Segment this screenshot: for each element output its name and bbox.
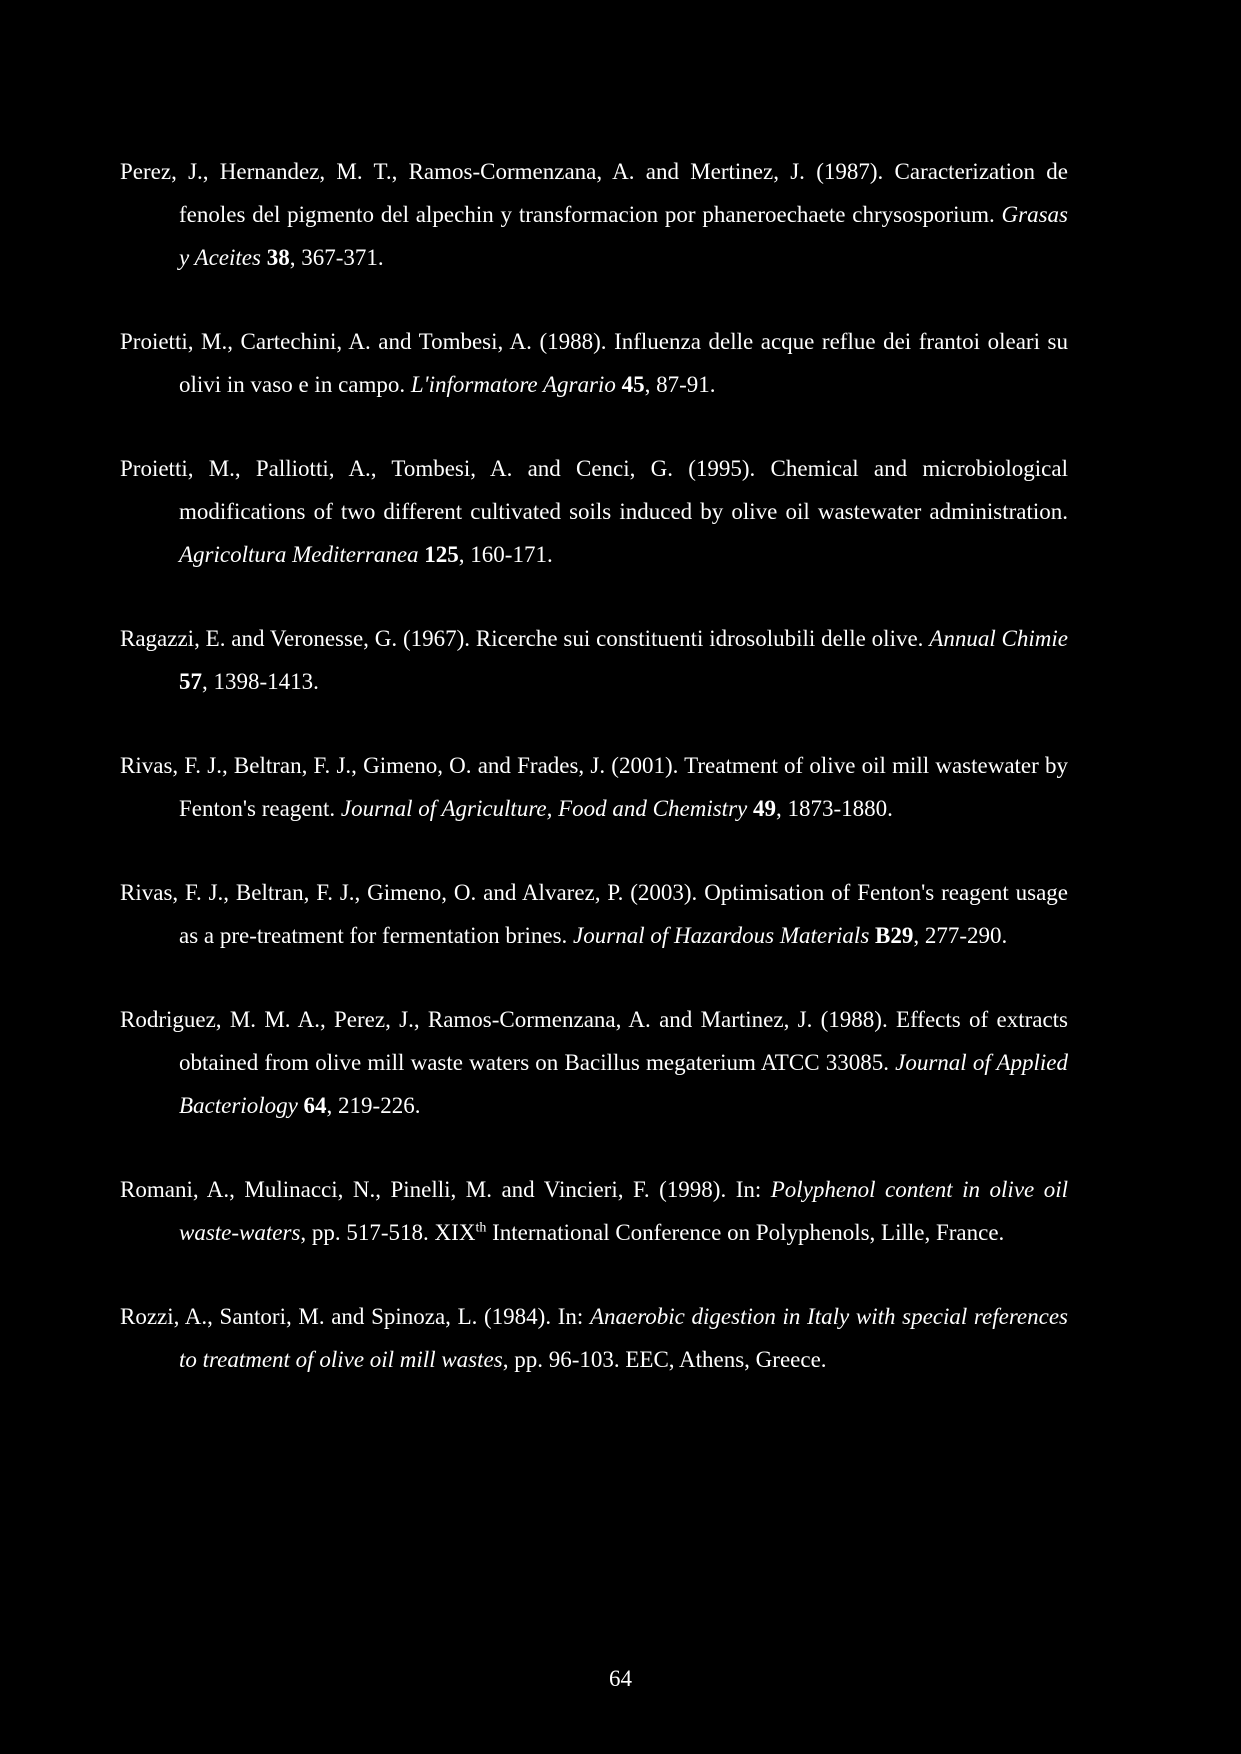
reference-volume: B29: [875, 923, 914, 948]
reference-authors: Perez, J., Hernandez, M. T., Ramos-Cormenzana, A. and Mertinez, J. (1987).: [120, 159, 895, 184]
reference-title: Optimisation of Fenton's reagent usage as a pre-treatment for fermentation brines.: [179, 880, 1068, 948]
reference-entry: [120, 744, 1068, 830]
reference-pages: , 219-226.: [326, 1093, 421, 1118]
reference-volume: 64: [303, 1093, 327, 1118]
reference-authors: Rivas, F. J., Beltran, F. J., Gimeno, O. and Alvarez, P. (2003).: [120, 880, 705, 905]
reference-title: Ricerche sui constituenti idrosolubili delle olive.: [475, 626, 930, 651]
reference-authors: Rodriguez, M. M. A., Perez, J., Ramos-Cormenzana, A. and Martinez, J. (1988).: [120, 1007, 897, 1032]
reference-book-title: Anaerobic digestion in Italy with special references to treatment of olive oil mill wastes: [179, 1304, 1068, 1372]
reference-volume: 57: [179, 669, 202, 694]
reference-pages: , 160-171.: [458, 542, 553, 567]
reference-journal: Journal of Applied Bacteriology: [179, 1050, 1068, 1118]
page-number: 64: [609, 1666, 632, 1691]
reference-title: Caracterization de fenoles del pigmento del alpechin y transformacion por phaneroechaete chrysosporium.: [179, 159, 1068, 227]
reference-journal: Annual Chimie: [929, 626, 1068, 651]
reference-journal: Grasas y Aceites: [179, 202, 1068, 270]
reference-volume: 38: [266, 245, 290, 270]
reference-pages: , 1873-1880.: [775, 796, 893, 821]
reference-pages: , 87-91.: [644, 372, 716, 397]
reference-title: Chemical and microbiological modifications of two different cultivated soils induced by olive oil wastewater administration.: [179, 456, 1068, 524]
reference-volume: 125: [424, 542, 459, 567]
reference-details: , pp. 517-518. XIX: [300, 1220, 476, 1245]
reference-journal: Journal of Hazardous Materials: [573, 923, 870, 948]
reference-journal: Journal of Agriculture, Food and Chemistry: [340, 796, 748, 821]
reference-entry: [120, 998, 1068, 1127]
reference-pages: , 277-290.: [913, 923, 1008, 948]
reference-title: Effects of extracts obtained from olive mill waste waters on Bacillus megaterium ATCC 33085.: [179, 1007, 1068, 1075]
reference-entry: [120, 320, 1068, 406]
reference-title: Treatment of olive oil mill wastewater by Fenton's reagent.: [179, 753, 1068, 821]
reference-authors: Romani, A., Mulinacci, N., Pinelli, M. and Vincieri, F. (1998). In:: [120, 1177, 771, 1202]
reference-book-title: Polyphenol content in olive oil waste-waters: [179, 1177, 1069, 1245]
reference-pages: , 367-371.: [289, 245, 384, 270]
reference-list: [120, 150, 1068, 1422]
reference-superscript: th: [475, 1220, 487, 1236]
reference-volume: 45: [621, 372, 645, 397]
reference-entry: [120, 447, 1068, 576]
reference-journal: Agricoltura Mediterranea: [179, 542, 419, 567]
reference-entry: [120, 150, 1068, 279]
reference-title: Influenza delle acque reflue dei frantoi oleari su olivi in vaso e in campo.: [179, 329, 1068, 397]
reference-entry: [120, 1168, 1068, 1254]
reference-authors: Rozzi, A., Santori, M. and Spinoza, L. (1984). In:: [120, 1304, 590, 1329]
reference-authors: Ragazzi, E. and Veronesse, G. (1967).: [120, 626, 476, 651]
reference-pages: , 1398-1413.: [202, 669, 319, 694]
reference-authors: Proietti, M., Cartechini, A. and Tombesi, A. (1988).: [120, 329, 615, 354]
reference-volume: 49: [752, 796, 776, 821]
reference-details-end: International Conference on Polyphenols, Lille, France.: [486, 1220, 1005, 1245]
reference-authors: Proietti, M., Palliotti, A., Tombesi, A. and Cenci, G. (1995).: [120, 456, 771, 481]
reference-authors: Rivas, F. J., Beltran, F. J., Gimeno, O. and Frades, J. (2001).: [120, 753, 685, 778]
reference-entry: [120, 1295, 1068, 1381]
reference-journal: L'informatore Agrario: [410, 372, 616, 397]
reference-entry: [120, 617, 1068, 703]
reference-details: , pp. 96-103. EEC, Athens, Greece.: [502, 1347, 827, 1372]
reference-entry: [120, 871, 1068, 957]
